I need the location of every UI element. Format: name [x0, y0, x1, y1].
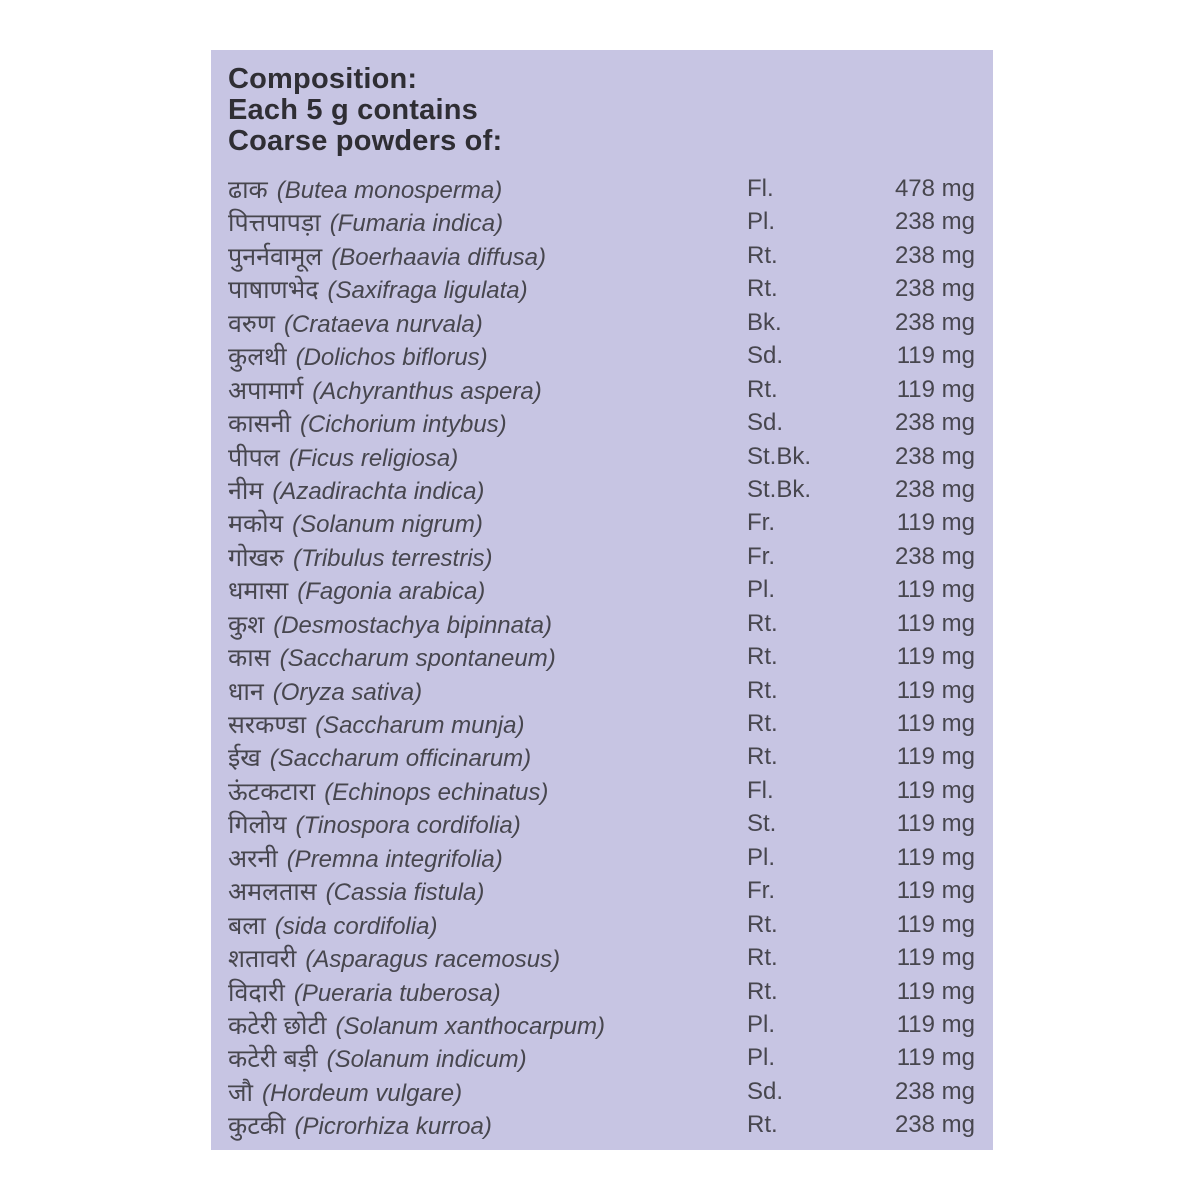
herb-hindi-name: कासनी	[228, 410, 291, 439]
herb-name-cell	[228, 473, 747, 507]
herb-part: Rt.	[747, 375, 778, 403]
herb-latin-name: (Ficus religiosa)	[288, 444, 459, 472]
herb-part: Rt.	[747, 609, 778, 637]
herb-latin-name: (Boerhaavia diffusa)	[331, 243, 547, 271]
herb-latin-name: (Oryza sativa)	[272, 678, 423, 706]
herb-amount: 119 mg	[896, 643, 975, 671]
herb-hindi-name: सरकण्डा	[228, 711, 307, 739]
herb-hindi-name: अरनी	[228, 844, 278, 873]
herb-amount: 119 mg	[896, 609, 975, 637]
herb-part: Rt.	[747, 643, 778, 671]
composition-row	[228, 373, 975, 406]
herb-hindi-name: वरुण	[228, 309, 275, 338]
herb-hindi-name: शतावरी	[228, 945, 297, 974]
herb-hindi-name: कास	[228, 644, 271, 673]
herb-amount: 238 mg	[894, 442, 975, 470]
herb-latin-name: (Cichorium intybus)	[299, 411, 507, 439]
herb-part: Fl.	[747, 175, 774, 202]
composition-row	[228, 674, 975, 707]
herb-name-cell	[228, 774, 747, 808]
herb-amount: 238 mg	[894, 542, 975, 570]
herb-amount: 119 mg	[896, 1044, 975, 1072]
herb-amount: 238 mg	[894, 275, 975, 303]
herb-amount: 119 mg	[896, 509, 975, 537]
composition-row	[228, 640, 975, 673]
herb-name-cell	[228, 1008, 747, 1042]
herb-name-cell	[228, 506, 747, 540]
herb-hindi-name: ईख	[228, 744, 261, 773]
herb-amount: 478 mg	[894, 175, 975, 202]
herb-hindi-name: अपामार्ग	[228, 376, 304, 405]
herb-latin-name: (Hordeum vulgare)	[262, 1079, 463, 1107]
herb-name-cell	[228, 1041, 747, 1075]
herb-name-cell	[228, 172, 747, 206]
composition-title: Composition:	[228, 63, 418, 95]
herb-latin-name: (Tribulus terrestris)	[292, 544, 493, 572]
herb-latin-name: (Saccharum officinarum)	[269, 745, 532, 773]
composition-row	[228, 440, 975, 473]
herb-name-cell	[228, 440, 747, 474]
herb-latin-name: (Asparagus racemosus)	[305, 946, 561, 974]
herb-part: Pl.	[747, 208, 776, 236]
herb-amount: 119 mg	[896, 944, 975, 972]
herb-part: Rt.	[747, 944, 778, 972]
herb-latin-name: (Dolichos biflorus)	[295, 344, 488, 372]
herb-latin-name: (Pueraria tuberosa)	[293, 979, 501, 1007]
herb-amount: 119 mg	[896, 676, 975, 704]
herb-name-cell	[228, 908, 747, 942]
composition-row	[228, 740, 975, 773]
composition-row	[228, 707, 975, 740]
composition-row	[228, 1075, 975, 1108]
herb-hindi-name: पीपल	[228, 443, 280, 472]
herb-hindi-name: कटेरी बड़ी	[228, 1045, 318, 1074]
herb-part: Pl.	[747, 1010, 776, 1038]
composition-row	[228, 573, 975, 606]
composition-row	[228, 1008, 975, 1041]
herb-amount: 119 mg	[896, 743, 975, 771]
composition-row	[228, 841, 975, 874]
composition-row	[228, 807, 975, 840]
herb-latin-name: (Saxifraga ligulata)	[327, 277, 528, 305]
herb-hindi-name: कुटकी	[228, 1112, 286, 1141]
composition-row	[228, 941, 975, 974]
herb-part: Rt.	[747, 676, 778, 704]
herb-part: Fl.	[747, 776, 774, 804]
herb-name-cell	[228, 1108, 747, 1142]
herb-part: Sd.	[747, 1077, 784, 1105]
herb-latin-name: (Picrorhiza kurroa)	[294, 1113, 492, 1141]
herb-hindi-name: गिलोय	[228, 811, 287, 840]
herb-name-cell	[228, 807, 747, 841]
herb-name-cell	[228, 1075, 747, 1109]
herb-name-cell	[228, 540, 747, 574]
herb-latin-name: (Echinops echinatus)	[324, 778, 549, 806]
herb-name-cell	[228, 306, 747, 340]
herb-hindi-name: नीम	[228, 476, 264, 505]
herb-name-cell	[228, 339, 747, 373]
herb-latin-name: (Crataeva nurvala)	[283, 310, 483, 338]
herb-name-cell	[228, 239, 747, 273]
herb-part: Fr.	[747, 542, 775, 570]
herb-latin-name: (Butea monosperma)	[276, 177, 503, 204]
herb-amount: 119 mg	[896, 843, 975, 871]
composition-header	[228, 64, 975, 157]
herb-hindi-name: विदारी	[228, 978, 285, 1007]
herb-hindi-name: कटेरी छोटी	[228, 1011, 327, 1040]
herb-name-cell	[228, 707, 747, 741]
herb-amount: 119 mg	[896, 910, 975, 938]
herb-amount: 119 mg	[896, 877, 975, 905]
herb-name-cell	[228, 373, 747, 407]
herb-latin-name: (sida cordifolia)	[274, 912, 438, 940]
herb-latin-name: (Premna integrifolia)	[286, 845, 503, 873]
herb-hindi-name: कुश	[228, 610, 265, 639]
herb-hindi-name: ऊंटकटारा	[228, 777, 316, 806]
herb-part: Rt.	[747, 241, 778, 269]
herb-hindi-name: जौ	[228, 1078, 254, 1107]
herb-amount: 119 mg	[896, 710, 975, 737]
composition-row	[228, 607, 975, 640]
herb-hindi-name: धान	[228, 677, 264, 706]
herb-part: Rt.	[747, 910, 778, 938]
herb-part: St.	[747, 810, 777, 838]
herb-latin-name: (Tinospora cordifolia)	[295, 812, 521, 840]
herb-amount: 238 mg	[894, 308, 975, 336]
herb-amount: 119 mg	[896, 810, 975, 838]
herb-part: Pl.	[747, 843, 776, 871]
composition-row	[228, 473, 975, 506]
herb-part: Rt.	[747, 1111, 778, 1139]
herb-hindi-name: मकोय	[228, 510, 284, 539]
herb-amount: 119 mg	[896, 776, 975, 804]
herb-hindi-name: ढाक	[228, 176, 268, 204]
herb-part: Fr.	[747, 509, 775, 537]
herb-amount: 119 mg	[896, 576, 975, 604]
herb-latin-name: (Fagonia arabica)	[297, 578, 486, 606]
composition-row	[228, 172, 975, 205]
herb-amount: 119 mg	[896, 1010, 975, 1038]
herb-name-cell	[228, 406, 747, 440]
composition-row	[228, 874, 975, 907]
herb-name-cell	[228, 740, 747, 774]
herb-latin-name: (Fumaria indica)	[329, 210, 504, 238]
composition-subtitle-quantity: Each 5 g contains	[228, 94, 478, 126]
herb-latin-name: (Saccharum munja)	[315, 712, 525, 739]
herb-name-cell	[228, 607, 747, 641]
herb-part: Sd.	[747, 342, 784, 370]
herb-latin-name: (Cassia fistula)	[325, 879, 485, 907]
composition-row	[228, 205, 975, 238]
herb-name-cell	[228, 272, 747, 306]
herb-hindi-name: पित्तपापड़ा	[228, 209, 321, 238]
composition-row	[228, 506, 975, 539]
composition-subtitle-form: Coarse powders of:	[228, 125, 503, 157]
herb-amount: 238 mg	[894, 475, 975, 503]
composition-row	[228, 774, 975, 807]
herb-part: Rt.	[747, 977, 778, 1005]
herb-name-cell	[228, 874, 747, 908]
herb-part: Rt.	[747, 710, 778, 737]
herb-hindi-name: अमलतास	[228, 878, 317, 907]
herb-latin-name: (Saccharum spontaneum)	[279, 645, 556, 673]
herb-latin-name: (Solanum indicum)	[326, 1046, 527, 1074]
composition-row	[228, 339, 975, 372]
herb-amount: 119 mg	[896, 977, 975, 1005]
herb-latin-name: (Solanum nigrum)	[292, 511, 483, 539]
herb-hindi-name: पाषाणभेद	[228, 276, 319, 305]
herb-part: Rt.	[747, 275, 778, 303]
herb-amount: 238 mg	[894, 409, 975, 437]
herb-part: Sd.	[747, 409, 784, 437]
herb-latin-name: (Solanum xanthocarpum)	[335, 1012, 605, 1040]
herb-hindi-name: बला	[228, 911, 266, 940]
composition-row	[228, 306, 975, 339]
herb-latin-name: (Desmostachya bipinnata)	[273, 611, 553, 639]
herb-name-cell	[228, 941, 747, 975]
herb-amount: 238 mg	[894, 1111, 975, 1139]
composition-row	[228, 908, 975, 941]
herb-part: Pl.	[747, 576, 776, 604]
herb-name-cell	[228, 205, 747, 239]
herb-name-cell	[228, 975, 747, 1009]
composition-row	[228, 1108, 975, 1141]
herb-hindi-name: गोखरु	[228, 543, 284, 572]
composition-label-panel	[211, 50, 993, 1150]
herb-name-cell	[228, 640, 747, 674]
herb-hindi-name: कुलथी	[228, 343, 287, 372]
herb-latin-name: (Achyranthus aspera)	[312, 377, 542, 405]
composition-row	[228, 272, 975, 305]
herb-name-cell	[228, 841, 747, 875]
composition-row	[228, 406, 975, 439]
composition-row	[228, 1041, 975, 1074]
herb-amount: 238 mg	[894, 1077, 975, 1105]
herb-part: Pl.	[747, 1044, 776, 1072]
herb-part: Rt.	[747, 743, 778, 771]
herb-name-cell	[228, 573, 747, 607]
herb-amount: 238 mg	[894, 241, 975, 269]
composition-table	[228, 172, 975, 1142]
herb-hindi-name: धमासा	[228, 577, 289, 606]
herb-latin-name: (Azadirachta indica)	[272, 477, 485, 505]
herb-part: St.Bk.	[747, 442, 812, 470]
composition-row	[228, 239, 975, 272]
herb-amount: 119 mg	[896, 342, 975, 370]
herb-part: Bk.	[747, 308, 782, 336]
herb-amount: 119 mg	[896, 375, 975, 403]
herb-hindi-name: पुनर्नवामूल	[228, 242, 323, 271]
herb-amount: 238 mg	[894, 208, 975, 236]
composition-row	[228, 975, 975, 1008]
herb-part: Fr.	[747, 877, 775, 905]
composition-row	[228, 540, 975, 573]
herb-name-cell	[228, 674, 747, 708]
herb-part: St.Bk.	[747, 475, 812, 503]
